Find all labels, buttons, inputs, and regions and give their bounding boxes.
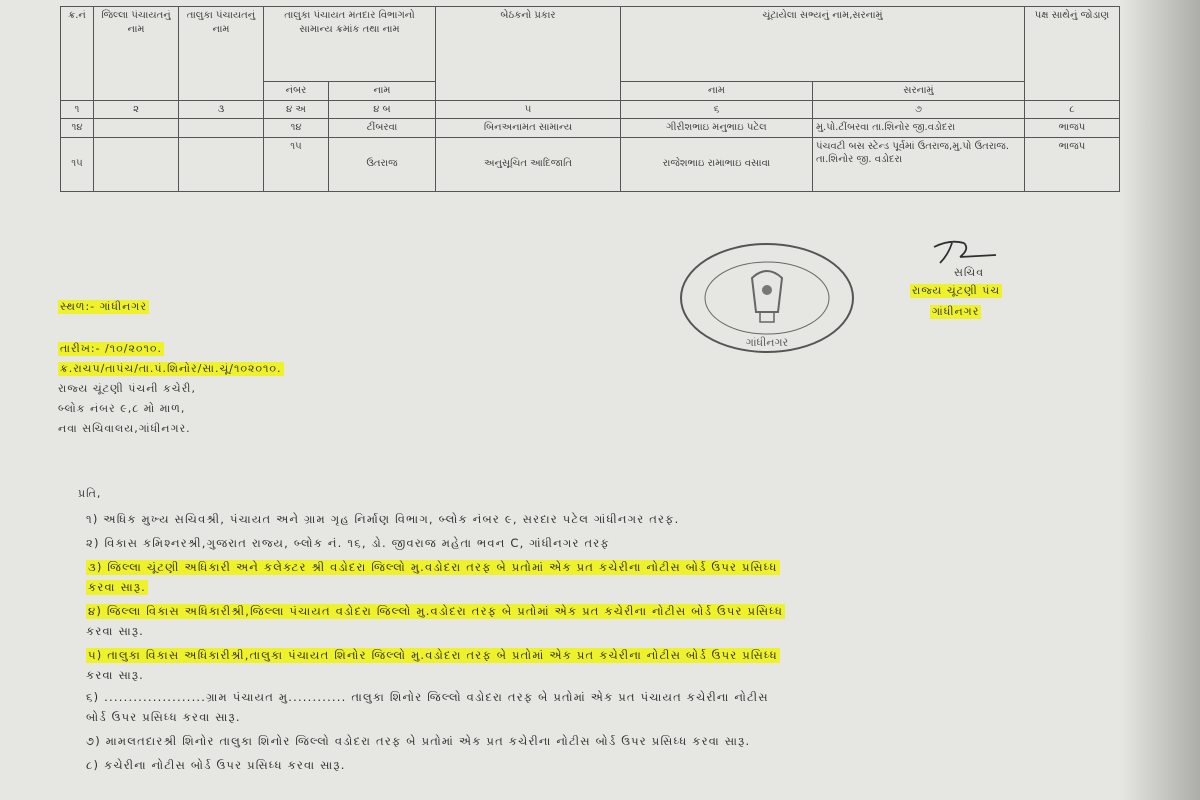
recipient-continuation: બોર્ડ ઉપર પ્રસિધ્ધ કરવા સારૂ. [86,710,241,724]
subheader-number: નંબર [264,82,329,101]
signatory-title: સચિવ [954,266,985,279]
cell-empty [94,137,179,191]
header-constituency: તાલુકા પંચાયત મતદાર વિભાગનો સામાન્ય ક્રમાંક તથા નામ [264,7,436,82]
recipient-item: ૨) વિકાસ કમિશ્નરશ્રી,ગુજરાત રાજ્ય, બ્લોક નં. ૧૬, ડો. જીવરાજ મહેતા ભવન C, ગાંધીનગર તરફ [86,536,610,550]
recipient-item: ૩) જિલ્લા ચૂંટણી અધિકારી અને કલેક્ટર શ્રી વડોદરા જિલ્લો મુ.વડોદરા તરફ બે પ્રતોમાં એક પ્રત કચેરીના નોટીસ બોર્ડ ઉપર પ્રસિધ્ધ [88,560,778,574]
state-election-commission-seal [672,240,862,360]
recipient-item: ૭) મામલતદારશ્રી શિનોર તાલુકા શિનોર જિલ્લો વડોદરા તરફ બે પ્રતોમાં એક પ્રત કચેરીના નોટીસ બોર્ડ ઉપર પ્રસિધ્ધ કરવા સારૂ. [86,734,751,748]
place-line: સ્થળ:- ગાંધીનગર [60,300,148,313]
column-number: ૬ [621,100,813,119]
recipient-item: ૧) અધિક મુખ્ય સચિવશ્રી, પંચાયત અને ગ્રામ ગૃહ નિર્માણ વિભાગ, બ્લોક નંબર ૯, સરદાર પટેલ ગાંધીનગર તરફ. [86,512,680,526]
cell-member-address: મુ.પો.ટીંબરવા તા.શિનોર જી.વડોદરા [813,119,1025,138]
seal-city-text: ગાંધીનગર [745,336,789,349]
column-number: ૩ [179,100,264,119]
recipient-item: ૫) તાલુકા વિકાસ અધિકારીશ્રી,તાલુકા પંચાયત શિનોર જિલ્લો મુ.વડોદરા તરફ બે પ્રતોમાં એક પ્રત કચેરીના નોટીસ બોર્ડ ઉપર પ્રસિધ્ધ [88,648,778,662]
office-address-line: નવા સચિવાલય,ગાંધીનગર. [58,422,191,435]
table-row [61,137,1120,191]
recipient-item: ૬) .....................ગ્રામ પંચાયત મુ............ તાલુકા શિનોર જિલ્લો વડોદરા તરફ બે પ્રતોમાં એક પ્રત પંચાયત કચેરીના નોટીસ [86,690,769,704]
election-results-table [60,6,1120,192]
cell-constituency-number: ૧૫ [264,137,329,191]
recipient-item: ૮) કચેરીના નોટીસ બોર્ડ ઉપર પ્રસિધ્ધ કરવા સારૂ. [86,758,346,772]
header-seat-type: બેઠકનો પ્રકાર [436,7,621,101]
recipient-continuation: કરવા સારૂ. [86,624,145,638]
cell-member-name: ગીરીશભાઇ મનુભાઇ પટેલ [621,119,813,138]
column-number: ૭ [813,100,1025,119]
column-number: ૪ અ [264,100,329,119]
subheader-member-address: સરનામું [813,82,1025,101]
table-row [61,119,1120,138]
cell-constituency-name: ઉતરાજ [329,137,436,191]
cell-member-name: રાજેશભાઇ રામાભાઇ વસાવા [621,137,813,191]
column-number: ૪ બ [329,100,436,119]
column-number: ૮ [1025,100,1120,119]
prati-label: પ્રતિ, [78,487,102,500]
cell-serial: ૧૪ [61,119,94,138]
cell-empty [94,119,179,138]
column-number: ૫ [436,100,621,119]
office-address-line: બ્લોક નંબર ૯,૮ મો માળ, [58,402,186,415]
recipient-continuation: કરવા સારૂ. [88,580,147,594]
recipient-item: ૪) જિલ્લા વિકાસ અધિકારીશ્રી,જિલ્લા પંચાયત વડોદરા જિલ્લો મુ.વડોદરા તરફ બે પ્રતોમાં એક પ્રત કચેરીના નોટીસ બોર્ડ ઉપર પ્રસિધ્ધ [88,604,784,618]
cell-seat-type: બિનઅનામત સામાન્ય [436,119,621,138]
date-line: તારીખ:- /૧૦/૨૦૧૦. [60,342,163,355]
header-serial: ક્ર.નં [61,7,94,101]
cell-constituency-number: ૧૪ [264,119,329,138]
signatory-office: રાજ્ય ચૂંટણી પંચ [912,284,1001,297]
cell-member-address: પંચવટી બસ સ્ટેન્ડ પૂર્વમાં ઉતરાજ,મુ.પો ઉતરાજ. તા.શિનોર જી. વડોદરા [813,137,1025,191]
header-party: પક્ષ સાથેનું જોડાણ [1025,7,1120,101]
header-elected-member: ચૂંટાયેલા સભ્યનું નામ,સરનામું [621,7,1025,82]
cell-empty [179,137,264,191]
table-column-number-row [61,100,1120,119]
cell-constituency-name: ટીંબરવા [329,119,436,138]
cell-seat-type: અનુસૂચિત આદિજાતિ [436,137,621,191]
subheader-name: નામ [329,82,436,101]
signature-mark [930,235,1000,265]
column-number: ૨ [94,100,179,119]
photo-edge-shadow [1120,0,1200,800]
cell-serial: ૧૫ [61,137,94,191]
reference-number: ક્ર.રાચપ/તાપંચ/તા.પં.શિનોર/સા.ચૂં/૧૦૨૦૧૦. [60,362,282,375]
cell-party: ભાજપ [1025,137,1120,191]
signatory-city: ગાંધીનગર [932,305,980,318]
cell-party: ભાજપ [1025,119,1120,138]
recipient-continuation: કરવા સારૂ. [86,668,145,682]
column-number: ૧ [61,100,94,119]
header-district-panchayat: જિલ્લા પંચાયતનું નામ [94,7,179,101]
table-header-row [61,7,1120,82]
cell-empty [179,119,264,138]
header-taluka-panchayat: તાલુકા પંચાયતનું નામ [179,7,264,101]
subheader-member-name: નામ [621,82,813,101]
office-address-line: રાજ્ય ચૂંટણી પંચની કચેરી, [58,382,196,395]
